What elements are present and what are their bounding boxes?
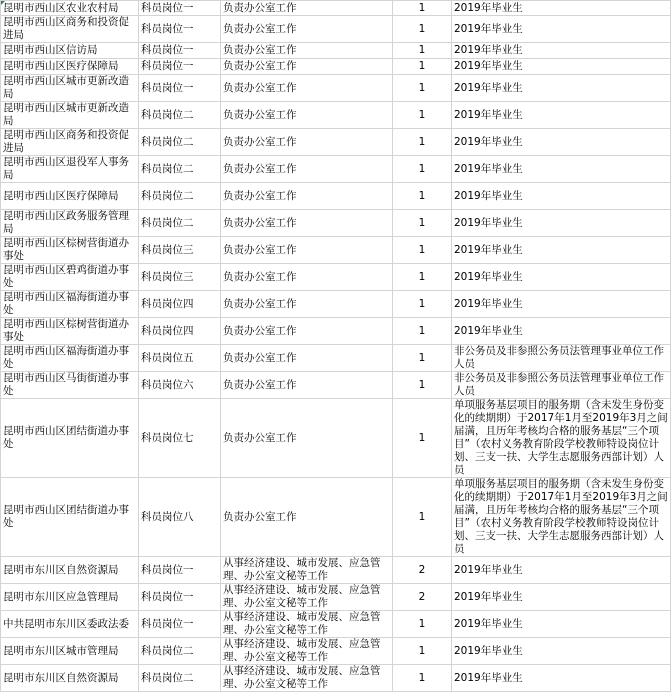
position-cell[interactable]: 科员岗位二 [139, 156, 221, 183]
requirement-cell[interactable]: 2019年毕业生 [452, 156, 671, 183]
unit-cell[interactable]: 昆明市西山区商务和投资促进局 [1, 16, 139, 43]
duty-cell[interactable]: 从事经济建设、城市发展、应急管理、办公室文秘等工作 [221, 584, 393, 611]
duty-cell[interactable]: 从事经济建设、城市发展、应急管理、办公室文秘等工作 [221, 611, 393, 638]
position-cell[interactable]: 科员岗位一 [139, 59, 221, 75]
table-row [1, 1, 671, 16]
duty-cell[interactable]: 负责办公室工作 [221, 237, 393, 264]
table-row [1, 210, 671, 237]
count-cell[interactable]: 1 [393, 611, 452, 638]
unit-cell[interactable]: 昆明市东川区城市管理局 [1, 638, 139, 665]
table-row [1, 43, 671, 59]
count-cell[interactable]: 1 [393, 399, 452, 478]
count-cell[interactable]: 1 [393, 75, 452, 102]
requirement-cell[interactable]: 2019年毕业生 [452, 318, 671, 345]
duty-cell[interactable]: 负责办公室工作 [221, 372, 393, 399]
duty-cell[interactable]: 负责办公室工作 [221, 59, 393, 75]
count-cell[interactable]: 1 [393, 59, 452, 75]
requirement-cell[interactable]: 2019年毕业生 [452, 129, 671, 156]
unit-cell[interactable]: 昆明市西山区团结街道办事处 [1, 399, 139, 478]
position-cell[interactable]: 科员岗位七 [139, 399, 221, 478]
count-cell[interactable]: 1 [393, 478, 452, 557]
duty-cell[interactable]: 负责办公室工作 [221, 478, 393, 557]
position-cell[interactable]: 科员岗位二 [139, 102, 221, 129]
unit-cell[interactable]: 昆明市西山区城市更新改造局 [1, 75, 139, 102]
count-cell[interactable]: 2 [393, 557, 452, 584]
count-cell[interactable]: 1 [393, 43, 452, 59]
table-row [1, 264, 671, 291]
count-cell[interactable]: 1 [393, 1, 452, 16]
position-cell[interactable]: 科员岗位一 [139, 43, 221, 59]
table-row [1, 129, 671, 156]
table-row [1, 478, 671, 557]
table-row [1, 557, 671, 584]
count-cell[interactable]: 1 [393, 210, 452, 237]
unit-cell[interactable]: 昆明市西山区政务服务管理局 [1, 210, 139, 237]
unit-cell[interactable]: 昆明市西山区马街街道办事处 [1, 372, 139, 399]
table-row [1, 59, 671, 75]
position-cell[interactable]: 科员岗位二 [139, 210, 221, 237]
position-cell[interactable]: 科员岗位三 [139, 264, 221, 291]
unit-cell[interactable]: 昆明市西山区商务和投资促进局 [1, 129, 139, 156]
requirement-cell[interactable]: 2019年毕业生 [452, 75, 671, 102]
requirement-cell[interactable]: 单项服务基层项目的服务期（含未发生身份变化的续期期）于2017年1月至2019年3月之间届满，且历年考核均合格的服务基层“三个项目”（农村义务教育阶段学校教师特设岗位计划、三支一扶、大学生志愿服务西部计划）人员 [452, 399, 671, 478]
table-row [1, 584, 671, 611]
duty-cell[interactable]: 从事经济建设、城市发展、应急管理、办公室文秘等工作 [221, 638, 393, 665]
duty-cell[interactable]: 负责办公室工作 [221, 399, 393, 478]
requirement-cell[interactable]: 2019年毕业生 [452, 557, 671, 584]
requirement-cell[interactable]: 2019年毕业生 [452, 611, 671, 638]
unit-cell[interactable]: 昆明市西山区城市更新改造局 [1, 102, 139, 129]
table-row [1, 638, 671, 665]
table-row [1, 156, 671, 183]
table-row [1, 611, 671, 638]
count-cell[interactable]: 2 [393, 584, 452, 611]
duty-cell[interactable]: 负责办公室工作 [221, 102, 393, 129]
count-cell[interactable]: 1 [393, 129, 452, 156]
duty-cell[interactable]: 负责办公室工作 [221, 210, 393, 237]
table-row [1, 399, 671, 478]
requirement-cell[interactable]: 2019年毕业生 [452, 183, 671, 210]
table-row [1, 75, 671, 102]
requirement-cell[interactable]: 2019年毕业生 [452, 59, 671, 75]
position-cell[interactable]: 科员岗位二 [139, 638, 221, 665]
unit-cell[interactable]: 昆明市西山区棕树营街道办事处 [1, 318, 139, 345]
table-row [1, 16, 671, 43]
requirement-cell[interactable]: 2019年毕业生 [452, 665, 671, 692]
position-cell[interactable]: 科员岗位二 [139, 129, 221, 156]
position-cell[interactable]: 科员岗位四 [139, 291, 221, 318]
requirement-cell[interactable]: 非公务员及非参照公务员法管理事业单位工作人员 [452, 372, 671, 399]
position-cell[interactable]: 科员岗位八 [139, 478, 221, 557]
position-cell[interactable]: 科员岗位一 [139, 16, 221, 43]
unit-cell[interactable]: 昆明市西山区医疗保障局 [1, 183, 139, 210]
count-cell[interactable]: 1 [393, 102, 452, 129]
unit-cell[interactable]: 昆明市东川区应急管理局 [1, 584, 139, 611]
count-cell[interactable]: 1 [393, 183, 452, 210]
count-cell[interactable]: 1 [393, 291, 452, 318]
table-row [1, 237, 671, 264]
count-cell[interactable]: 1 [393, 665, 452, 692]
duty-cell[interactable]: 负责办公室工作 [221, 318, 393, 345]
requirement-cell[interactable]: 2019年毕业生 [452, 210, 671, 237]
requirement-cell[interactable]: 单项服务基层项目的服务期（含未发生身份变化的续期期）于2017年1月至2019年3月之间届满，且历年考核均合格的服务基层“三个项目”（农村义务教育阶段学校教师特设岗位计划、三支一扶、大学生志愿服务西部计划）人员 [452, 478, 671, 557]
unit-cell[interactable]: 昆明市东川区自然资源局 [1, 665, 139, 692]
duty-cell[interactable]: 负责办公室工作 [221, 156, 393, 183]
requirement-cell[interactable]: 2019年毕业生 [452, 291, 671, 318]
duty-cell[interactable]: 负责办公室工作 [221, 75, 393, 102]
table-row [1, 183, 671, 210]
position-cell[interactable]: 科员岗位一 [139, 557, 221, 584]
requirement-cell[interactable]: 2019年毕业生 [452, 264, 671, 291]
position-cell[interactable]: 科员岗位一 [139, 611, 221, 638]
table-row [1, 372, 671, 399]
count-cell[interactable]: 1 [393, 264, 452, 291]
unit-cell[interactable]: 昆明市西山区碧鸡街道办事处 [1, 264, 139, 291]
position-cell[interactable]: 科员岗位一 [139, 1, 221, 16]
table-row [1, 665, 671, 692]
unit-cell[interactable]: 中共昆明市东川区委政法委 [1, 611, 139, 638]
position-cell[interactable]: 科员岗位一 [139, 75, 221, 102]
duty-cell[interactable]: 负责办公室工作 [221, 183, 393, 210]
count-cell[interactable]: 1 [393, 237, 452, 264]
duty-cell[interactable]: 负责办公室工作 [221, 16, 393, 43]
count-cell[interactable]: 1 [393, 638, 452, 665]
position-cell[interactable]: 科员岗位五 [139, 345, 221, 372]
table-row [1, 318, 671, 345]
position-cell[interactable]: 科员岗位六 [139, 372, 221, 399]
duty-cell[interactable]: 负责办公室工作 [221, 129, 393, 156]
unit-cell[interactable]: 昆明市西山区福海街道办事处 [1, 291, 139, 318]
duty-cell[interactable]: 负责办公室工作 [221, 345, 393, 372]
position-cell[interactable]: 科员岗位三 [139, 237, 221, 264]
duty-cell[interactable]: 负责办公室工作 [221, 291, 393, 318]
table-row [1, 291, 671, 318]
table-row [1, 102, 671, 129]
unit-cell[interactable]: 昆明市西山区信访局 [1, 43, 139, 59]
requirement-cell[interactable]: 2019年毕业生 [452, 102, 671, 129]
requirement-cell[interactable]: 2019年毕业生 [452, 638, 671, 665]
duty-cell[interactable]: 从事经济建设、城市发展、应急管理、办公室文秘等工作 [221, 557, 393, 584]
unit-cell[interactable]: 昆明市东川区自然资源局 [1, 557, 139, 584]
unit-cell[interactable]: 昆明市西山区棕树营街道办事处 [1, 237, 139, 264]
requirement-cell[interactable]: 非公务员及非参照公务员法管理事业单位工作人员 [452, 345, 671, 372]
table-row [1, 345, 671, 372]
unit-cell[interactable]: 昆明市西山区团结街道办事处 [1, 478, 139, 557]
count-cell[interactable]: 1 [393, 156, 452, 183]
position-cell[interactable]: 科员岗位二 [139, 183, 221, 210]
duty-cell[interactable]: 负责办公室工作 [221, 43, 393, 59]
unit-cell[interactable]: 昆明市西山区福海街道办事处 [1, 345, 139, 372]
duty-cell[interactable]: 从事经济建设、城市发展、应急管理、办公室文秘等工作 [221, 665, 393, 692]
requirement-cell[interactable]: 2019年毕业生 [452, 584, 671, 611]
count-cell[interactable]: 1 [393, 318, 452, 345]
position-cell[interactable]: 科员岗位二 [139, 665, 221, 692]
duty-cell[interactable]: 负责办公室工作 [221, 264, 393, 291]
requirement-cell[interactable]: 2019年毕业生 [452, 237, 671, 264]
requirement-cell[interactable]: 2019年毕业生 [452, 43, 671, 59]
unit-cell[interactable]: 昆明市西山区医疗保障局 [1, 59, 139, 75]
unit-cell[interactable]: 昆明市西山区农业农村局 [1, 1, 139, 16]
position-cell[interactable]: 科员岗位一 [139, 584, 221, 611]
position-cell[interactable]: 科员岗位四 [139, 318, 221, 345]
requirement-cell[interactable]: 2019年毕业生 [452, 16, 671, 43]
unit-cell[interactable]: 昆明市西山区退役军人事务局 [1, 156, 139, 183]
count-cell[interactable]: 1 [393, 16, 452, 43]
count-cell[interactable]: 1 [393, 345, 452, 372]
requirement-cell[interactable]: 2019年毕业生 [452, 1, 671, 16]
count-cell[interactable]: 1 [393, 372, 452, 399]
duty-cell[interactable]: 负责办公室工作 [221, 1, 393, 16]
